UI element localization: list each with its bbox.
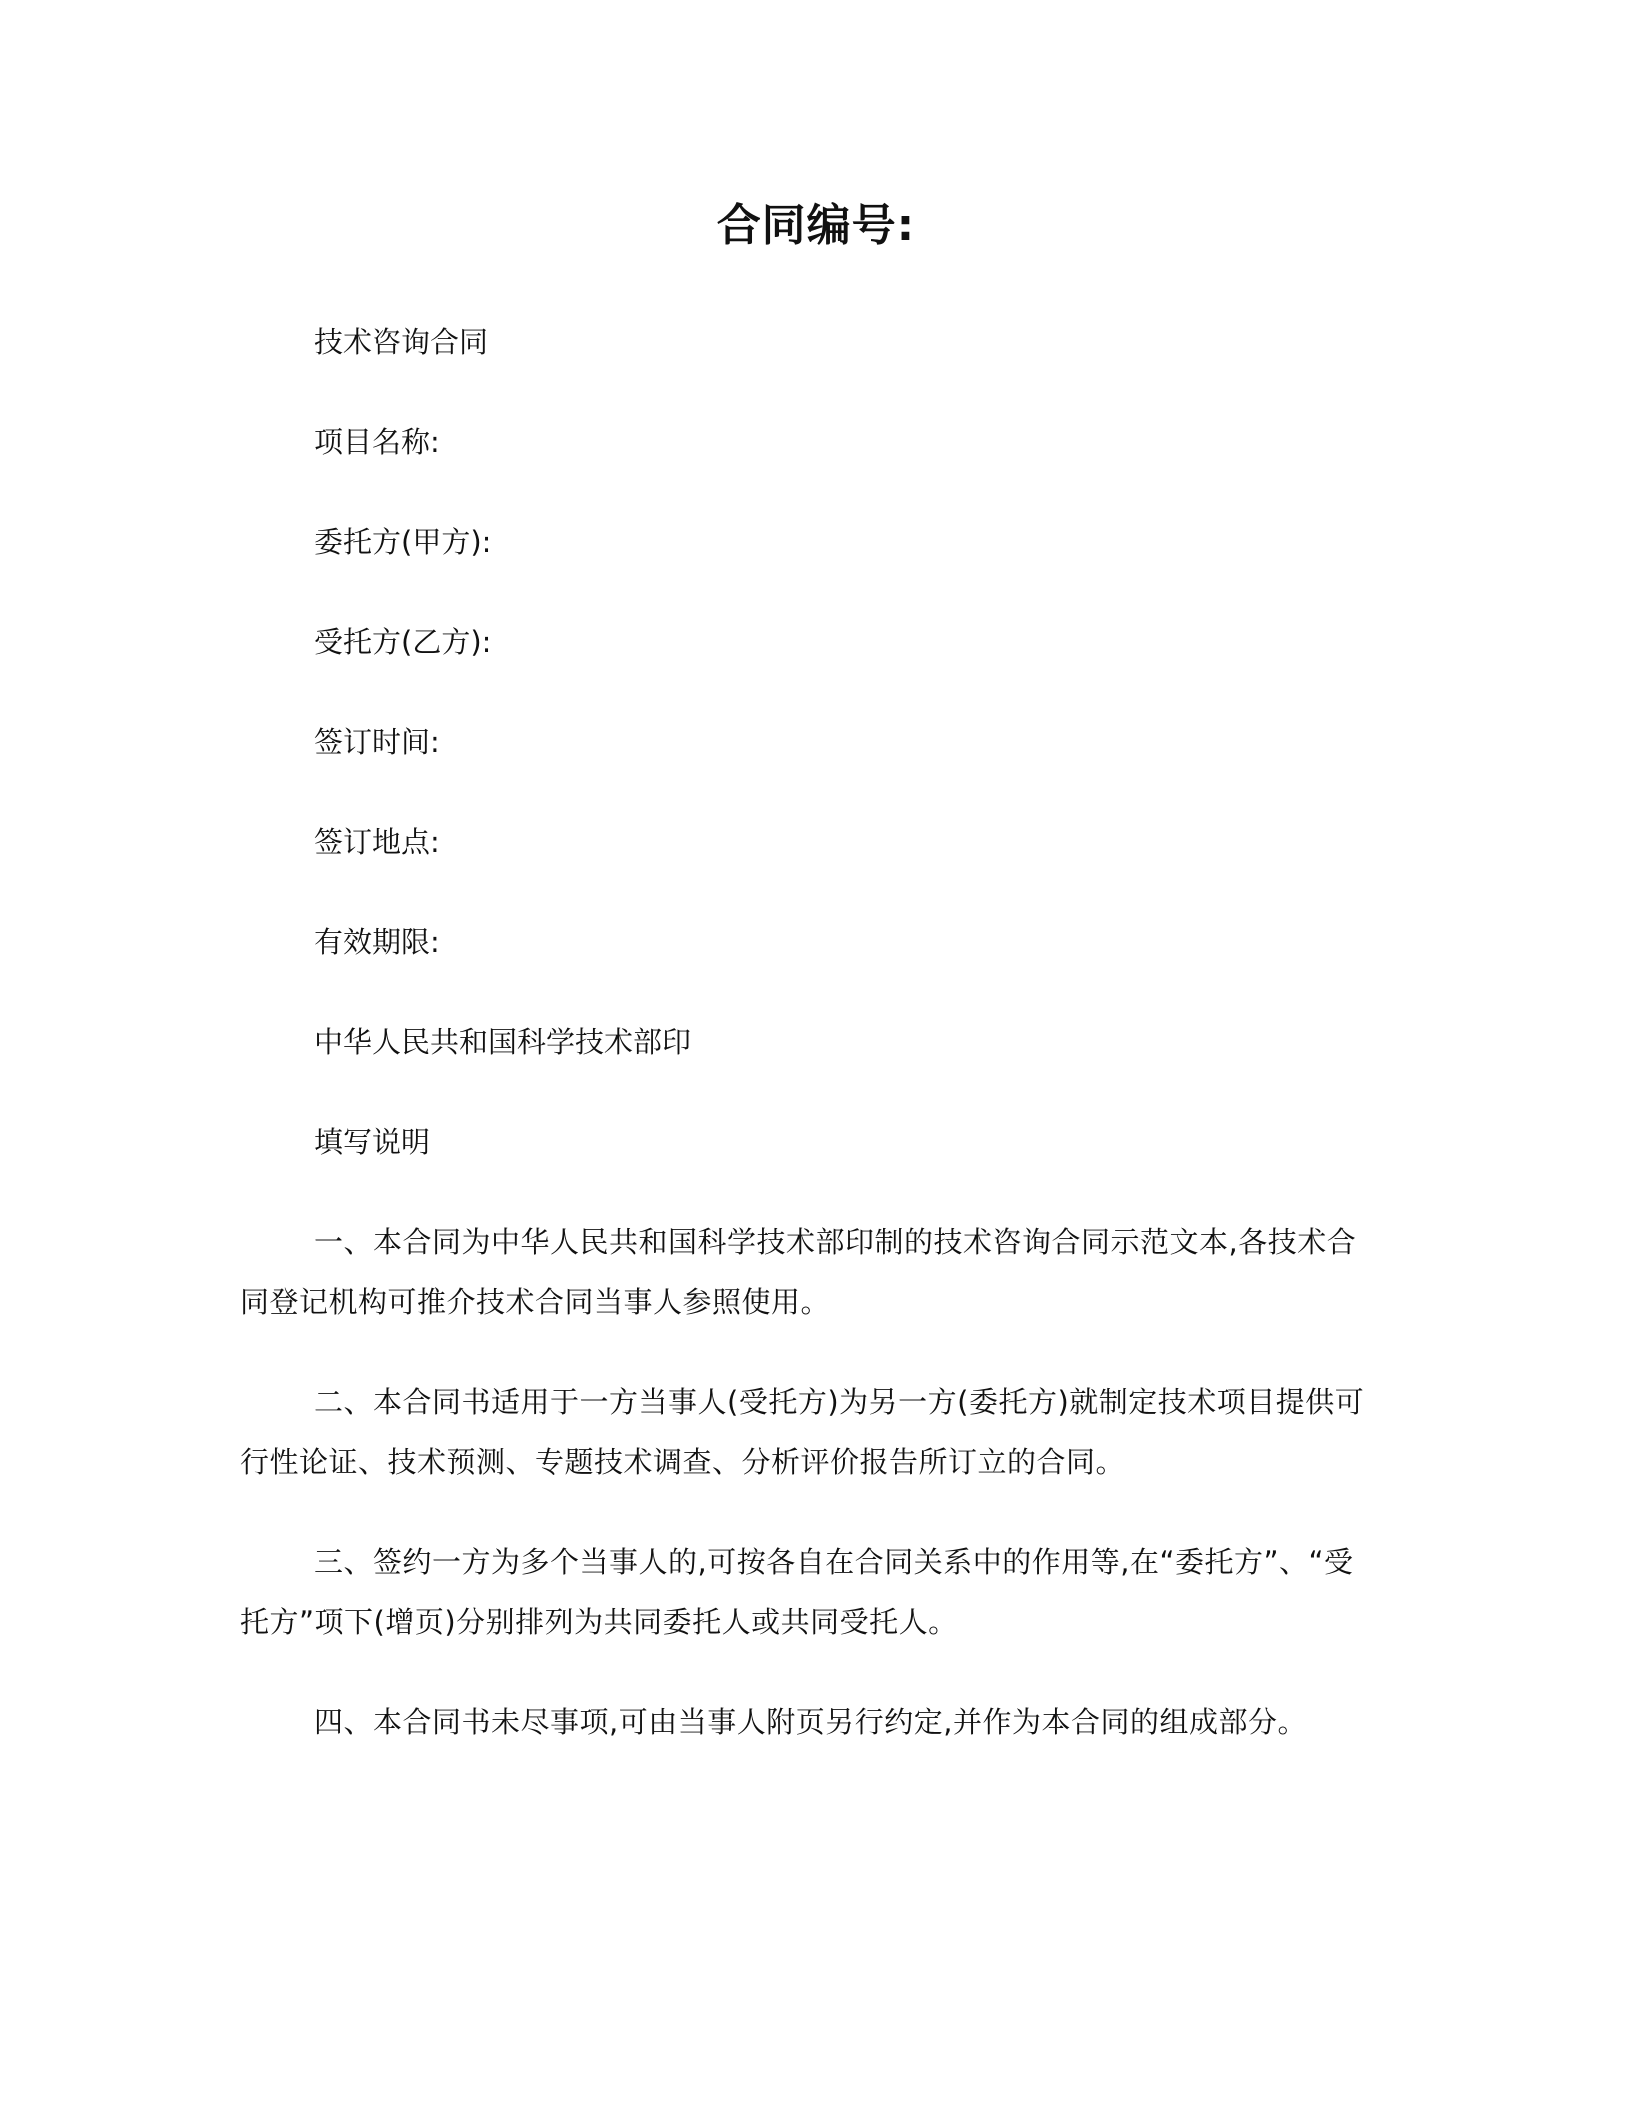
validity-period-field: 有效期限: xyxy=(314,925,440,959)
client-party-a-field: 委托方(甲方): xyxy=(314,525,492,559)
instruction-paragraph-1: 一、本合同为中华人民共和国科学技术部印制的技术咨询合同示范文本,各技术合同登记机构可推介技术合同当事人参照使用。 xyxy=(240,1225,1357,1319)
signing-date-field: 签订时间: xyxy=(314,725,440,759)
instruction-paragraph-2: 二、本合同书适用于一方当事人(受托方)为另一方(委托方)就制定技术项目提供可行性论证、技术预测、专题技术调查、分析评价报告所订立的合同。 xyxy=(240,1385,1365,1479)
contract-type-label: 技术咨询合同 xyxy=(314,325,489,359)
instruction-paragraph-4: 四、本合同书未尽事项,可由当事人附页另行约定,并作为本合同的组成部分。 xyxy=(314,1705,1307,1739)
issuer-label: 中华人民共和国科学技术部印 xyxy=(314,1025,692,1059)
instructions-heading: 填写说明 xyxy=(314,1125,431,1159)
signing-place-field: 签订地点: xyxy=(314,825,440,859)
contract-number-title: 合同编号: xyxy=(716,200,916,251)
contractor-party-b-field: 受托方(乙方): xyxy=(314,625,492,659)
project-name-field: 项目名称: xyxy=(314,425,440,459)
instruction-paragraph-3: 三、签约一方为多个当事人的,可按各自在合同关系中的作用等,在“委托方”、“受托方”项下(增页)分别排列为共同委托人或共同受托人。 xyxy=(240,1545,1354,1639)
